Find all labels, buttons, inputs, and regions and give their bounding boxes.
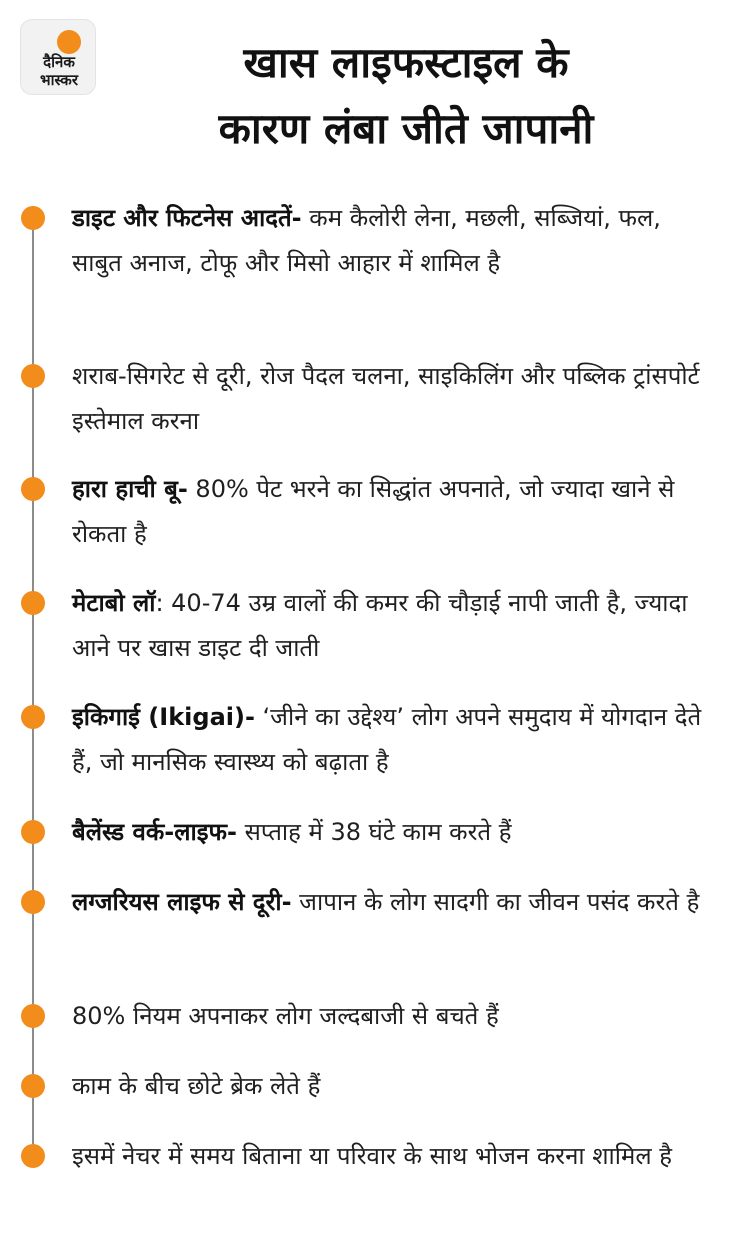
logo-line-2: भास्कर <box>40 71 78 89</box>
item-lead: मेटाबो लॉ <box>72 589 156 617</box>
bullet-dot-icon <box>21 206 45 230</box>
title-line-2: कारण लंबा जीते जापानी <box>218 104 594 153</box>
item-text <box>72 994 702 1039</box>
item-text <box>72 1064 702 1109</box>
item-lead: इकिगाई (Ikigai)- <box>72 703 255 731</box>
item-body: 80% नियम अपनाकर लोग जल्दबाजी से बचते हैं <box>72 1002 499 1030</box>
item-body: सप्ताह में 38 घंटे काम करते हैं <box>236 818 512 846</box>
item-lead: लग्जरियस लाइफ से दूरी- <box>72 888 292 916</box>
bullet-dot-icon <box>21 364 45 388</box>
item-body: कम कैलोरी लेना, मछली, सब्जियां, फल, साबुत अनाज, टोफू और मिसो आहार में शामिल है <box>72 204 661 277</box>
item-text <box>72 695 702 785</box>
item-body: जापान के लोग सादगी का जीवन पसंद करते है <box>291 888 700 916</box>
item-text <box>72 581 702 671</box>
title-line-1: खास लाइफस्टाइल के <box>243 38 569 87</box>
bullet-dot-icon <box>21 1004 45 1028</box>
item-text <box>72 467 702 557</box>
bullet-dot-icon <box>21 477 45 501</box>
dainik-bhaskar-logo <box>20 19 96 95</box>
bullet-dot-icon <box>21 890 45 914</box>
timeline <box>0 186 730 1226</box>
item-body: शराब-सिगरेट से दूरी, रोज पैदल चलना, साइकिलिंग और पब्लिक ट्रांसपोर्ट इस्तेमाल करना <box>72 362 700 435</box>
item-lead: बैलेंस्ड वर्क-लाइफ- <box>72 818 237 846</box>
logo-line-1: दैनिक <box>43 53 75 71</box>
item-lead: डाइट और फिटनेस आदतें- <box>72 204 302 232</box>
item-body: काम के बीच छोटे ब्रेक लेते हैं <box>72 1072 321 1100</box>
item-body: ‘जीने का उद्देश्य’ लोग अपने समुदाय में योगदान देते हैं, जो मानसिक स्वास्थ्य को बढ़ाता है <box>72 703 702 776</box>
bullet-dot-icon <box>21 591 45 615</box>
page-title <box>96 30 716 162</box>
item-text <box>72 354 702 444</box>
item-text <box>72 1134 702 1179</box>
item-text <box>72 880 702 925</box>
sun-icon <box>57 30 81 54</box>
item-lead: हारा हाची बू- <box>72 475 188 503</box>
bullet-dot-icon <box>21 705 45 729</box>
bullet-dot-icon <box>21 1144 45 1168</box>
header <box>0 0 730 180</box>
item-body: इसमें नेचर में समय बिताना या परिवार के साथ भोजन करना शामिल है <box>72 1142 672 1170</box>
item-text <box>72 196 702 286</box>
bullet-dot-icon <box>21 1074 45 1098</box>
item-text <box>72 810 702 855</box>
bullet-dot-icon <box>21 820 45 844</box>
item-body: 80% पेट भरने का सिद्धांत अपनाते, जो ज्यादा खाने से रोकता है <box>72 475 675 548</box>
item-body: : 40-74 उम्र वालों की कमर की चौड़ाई नापी जाती है, ज्यादा आने पर खास डाइट दी जाती <box>72 589 688 662</box>
